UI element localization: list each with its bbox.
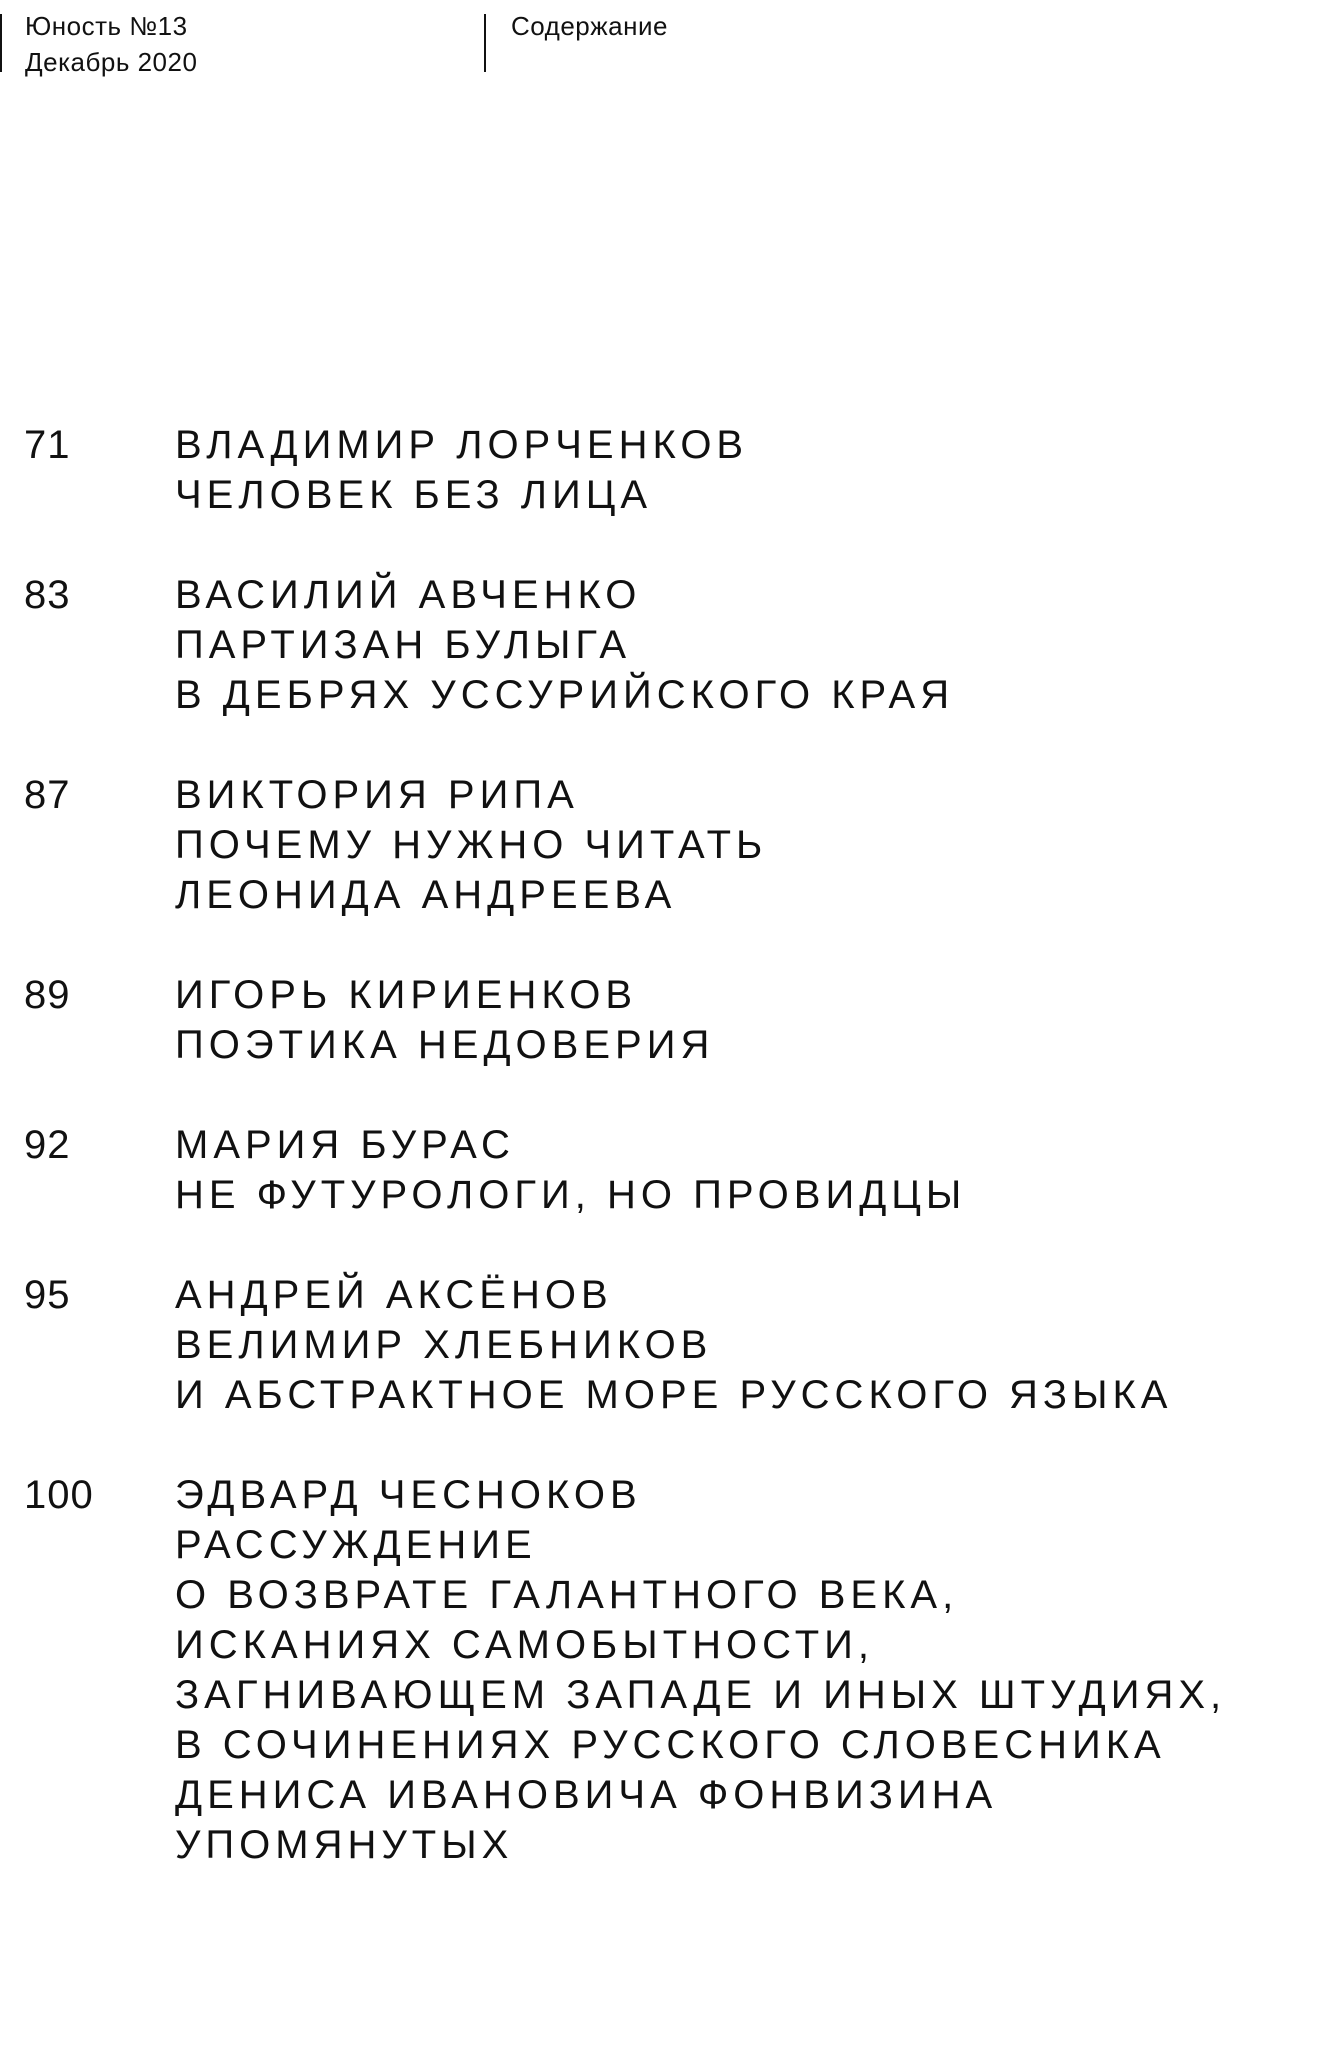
toc-page-number: 92 [24,1123,71,1167]
toc-title-line: УПОМЯНУТЫХ [175,1823,514,1867]
toc-title-line: ПАРТИЗАН БУЛЫГА [175,623,632,667]
page-header [0,0,1322,80]
toc-entry-text [175,970,1322,1070]
toc-page-number: 100 [24,1473,94,1517]
toc-page-number: 89 [24,973,71,1017]
toc-entry-text [175,1470,1322,1870]
toc-title-line: ЧЕЛОВЕК БЕЗ ЛИЦА [175,473,653,517]
toc-author: ЭДВАРД ЧЕСНОКОВ [175,1473,642,1517]
toc-entry[interactable] [0,1270,1322,1420]
toc-title-line: ВЕЛИМИР ХЛЕБНИКОВ [175,1323,713,1367]
toc-entry-text [175,570,1322,720]
header-divider-middle [484,14,486,72]
toc-author: ВИКТОРИЯ РИПА [175,773,579,817]
toc-title-line: ДЕНИСА ИВАНОВИЧА ФОНВИЗИНА [175,1773,998,1817]
issue-date: Декабрь 2020 [25,47,198,77]
issue-info [25,8,197,80]
toc-title-line: ПОЧЕМУ НУЖНО ЧИТАТЬ [175,823,768,867]
toc-entry-text [175,1270,1322,1420]
toc-author: АНДРЕЙ АКСЁНОВ [175,1273,613,1317]
toc-title-line: В СОЧИНЕНИЯХ РУССКОГО СЛОВЕСНИКА [175,1723,1166,1767]
toc-page-number: 83 [24,573,71,617]
toc-entry-text [175,770,1322,920]
toc-entry[interactable] [0,1470,1322,1870]
toc-title-line: НЕ ФУТУРОЛОГИ, НО ПРОВИДЦЫ [175,1173,967,1217]
toc-entry[interactable] [0,570,1322,720]
toc-title-line: ИСКАНИЯХ САМОБЫТНОСТИ, [175,1623,875,1667]
toc-entry-text [175,420,1322,520]
toc-entry-text [175,1120,1322,1220]
table-of-contents [0,420,1322,1920]
toc-author: ИГОРЬ КИРИЕНКОВ [175,973,638,1017]
issue-title: Юность №13 [25,11,188,41]
toc-page-number: 95 [24,1273,71,1317]
toc-entry[interactable] [0,420,1322,520]
toc-author: ВЛАДИМИР ЛОРЧЕНКОВ [175,423,749,467]
toc-title-line: ЛЕОНИДА АНДРЕЕВА [175,873,677,917]
toc-title-line: РАССУЖДЕНИЕ [175,1523,537,1567]
toc-author: МАРИЯ БУРАС [175,1123,515,1167]
toc-entry[interactable] [0,1120,1322,1220]
toc-entry[interactable] [0,970,1322,1070]
toc-title-line: ЗАГНИВАЮЩЕМ ЗАПАДЕ И ИНЫХ ШТУДИЯХ, [175,1673,1227,1717]
toc-author: ВАСИЛИЙ АВЧЕНКО [175,573,642,617]
toc-title-line: В ДЕБРЯХ УССУРИЙСКОГО КРАЯ [175,673,955,717]
toc-page-number: 87 [24,773,71,817]
section-title: Содержание [511,11,668,41]
toc-page-number: 71 [24,423,71,467]
toc-title-line: И АБСТРАКТНОЕ МОРЕ РУССКОГО ЯЗЫКА [175,1373,1173,1417]
toc-title-line: ПОЭТИКА НЕДОВЕРИЯ [175,1023,715,1067]
header-divider-left [0,14,2,72]
section-info [511,8,668,44]
toc-entry[interactable] [0,770,1322,920]
toc-title-line: О ВОЗВРАТЕ ГАЛАНТНОГО ВЕКА, [175,1573,959,1617]
